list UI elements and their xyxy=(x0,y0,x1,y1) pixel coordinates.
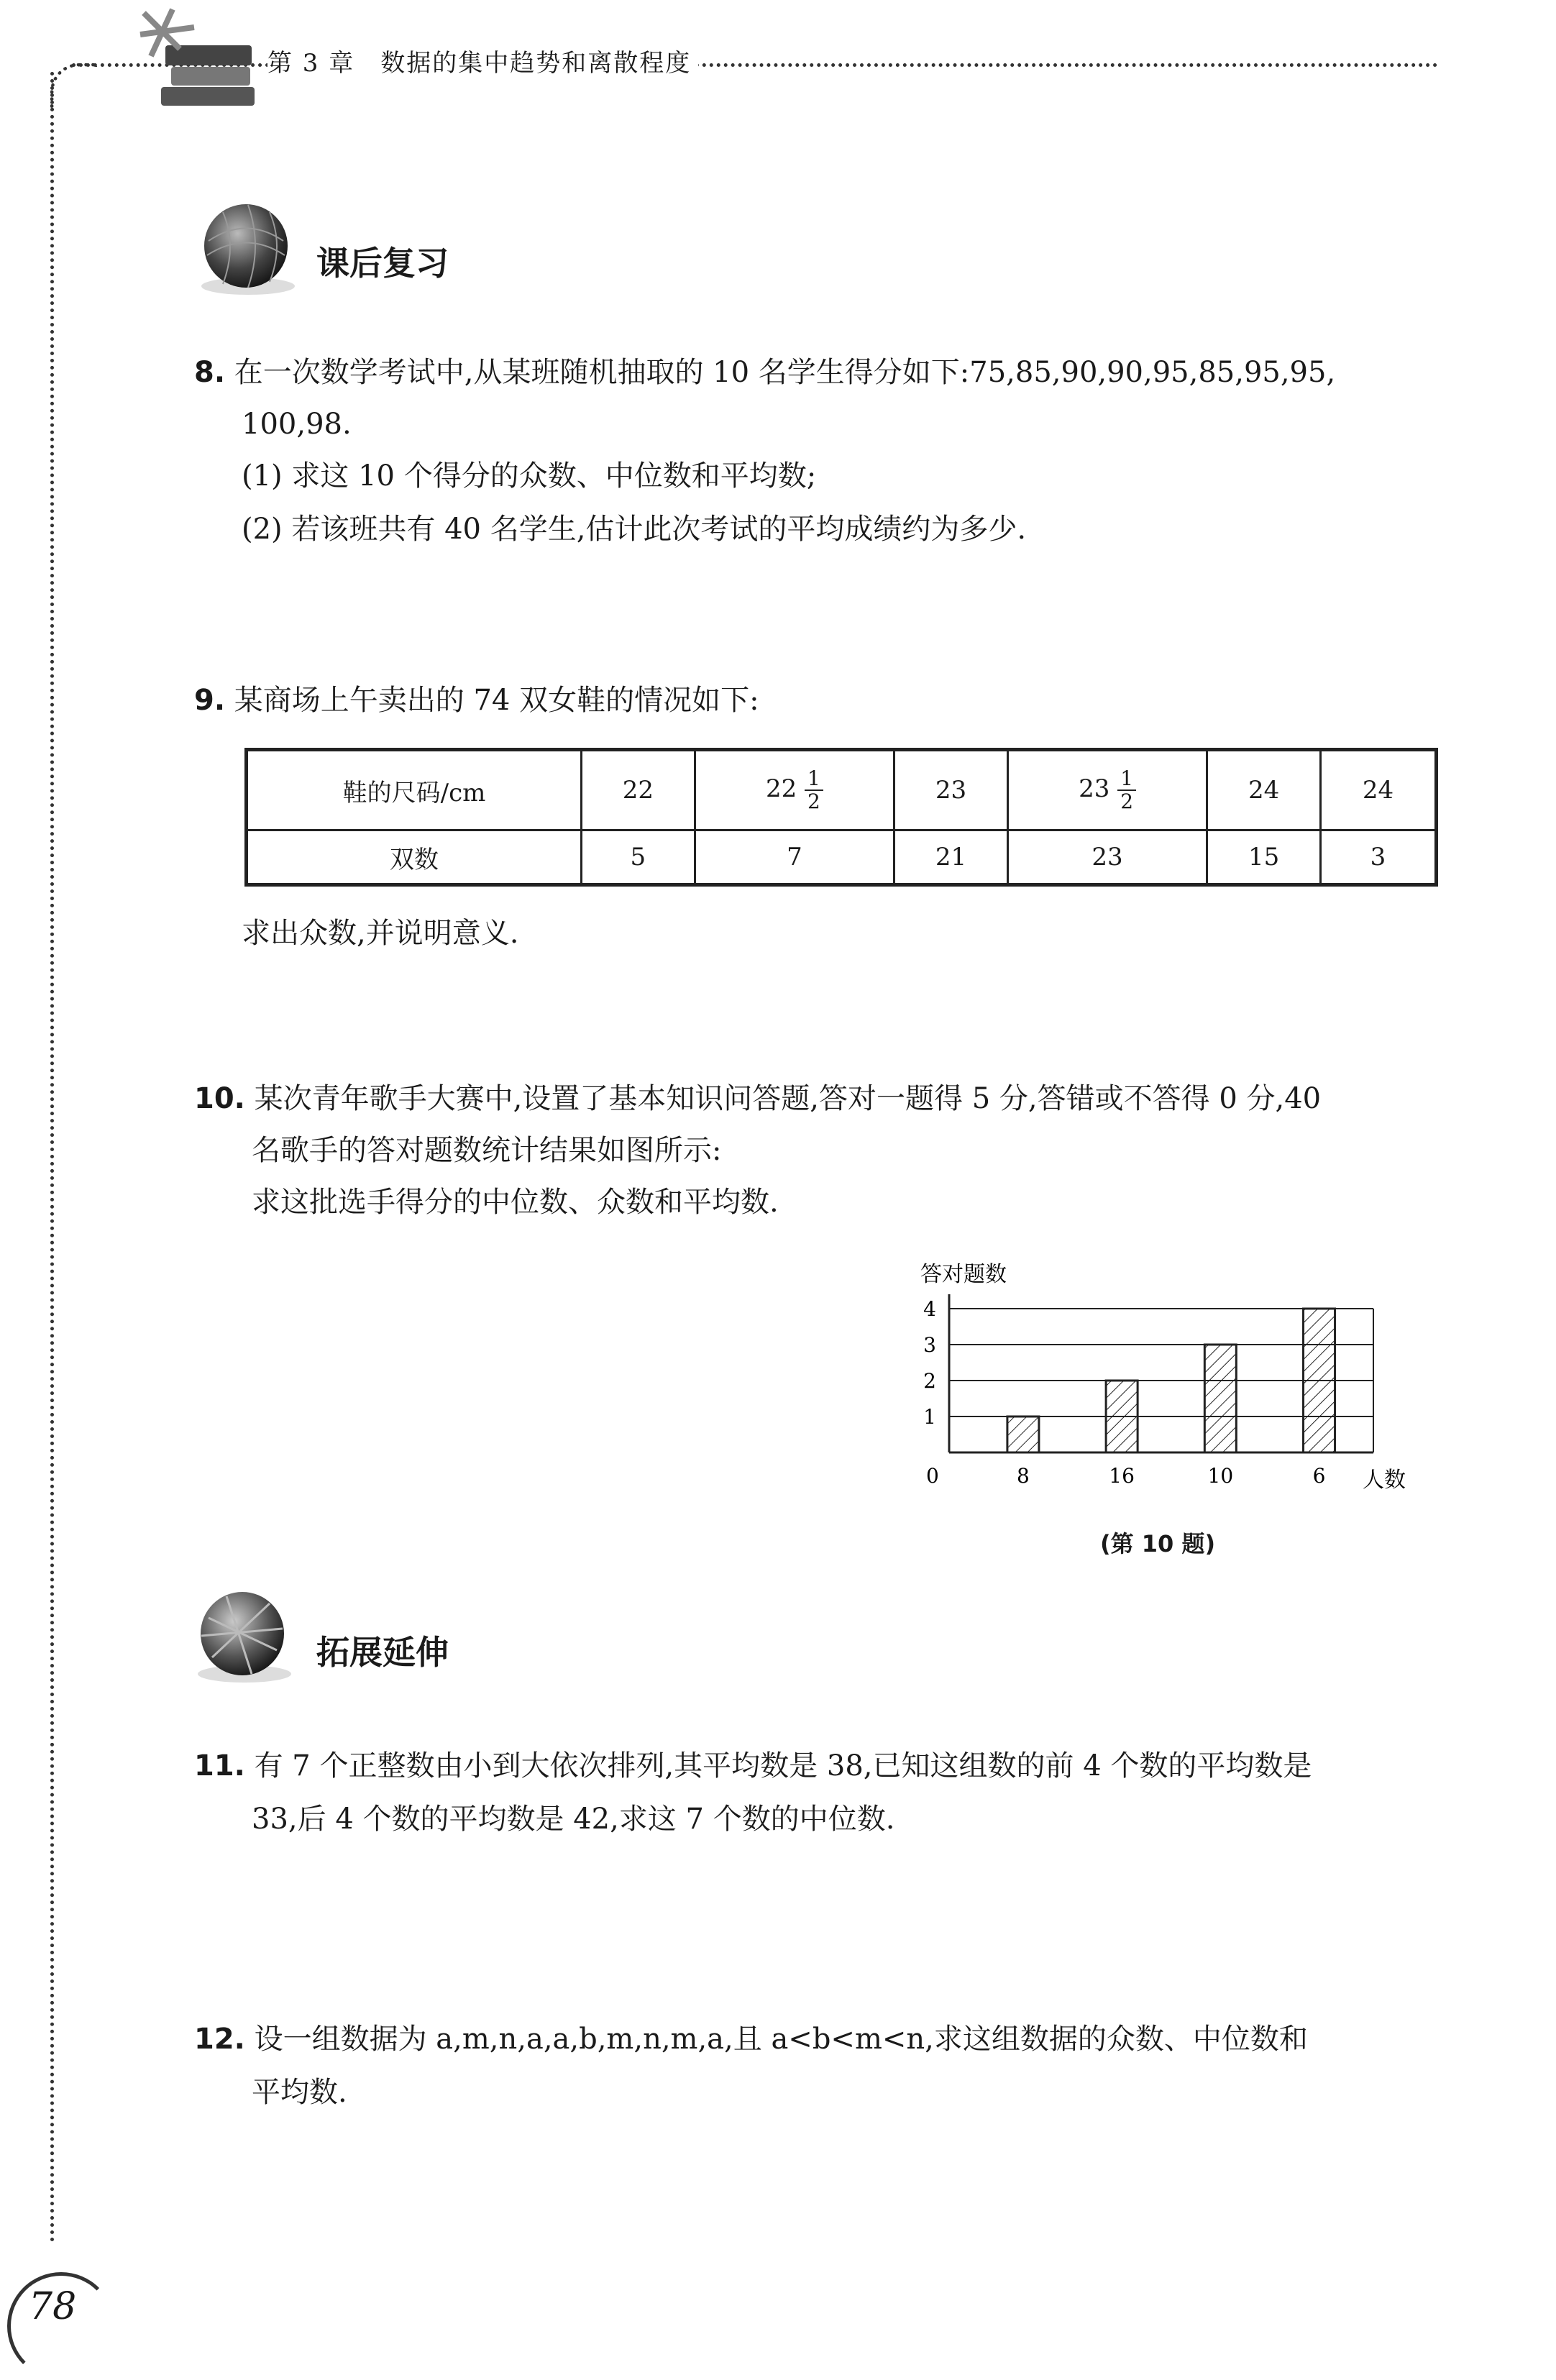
question-text: 设一组数据为 a,m,n,a,a,b,m,n,m,a,且 a<b<m<n,求这组数据的众数、中位数和 xyxy=(254,2023,1308,2056)
size-whole: 23 xyxy=(1079,774,1110,803)
page-number: 78 xyxy=(29,2285,77,2328)
fraction-denominator: 2 xyxy=(807,789,820,813)
question-11-line2: 33,后 4 个数的平均数是 42,求这 7 个数的中位数. xyxy=(252,1803,895,1836)
fraction-denominator: 2 xyxy=(1120,789,1134,813)
books-logo-icon xyxy=(129,6,266,114)
question-10 xyxy=(194,1073,1460,1125)
globe-icon xyxy=(191,1589,298,1690)
fraction xyxy=(1117,768,1136,813)
table-cell xyxy=(1007,750,1207,830)
shoe-size-table xyxy=(244,748,1438,887)
globe-icon xyxy=(194,201,302,302)
origin-label: 0 xyxy=(926,1464,939,1488)
x-tick-label: 10 xyxy=(1207,1464,1234,1488)
question-9 xyxy=(194,674,1460,726)
bar xyxy=(1204,1345,1236,1452)
fraction-numerator: 1 xyxy=(1117,768,1136,791)
table-cell: 21 xyxy=(894,830,1008,885)
table-cell: 5 xyxy=(582,830,695,885)
y-tick-label: 3 xyxy=(923,1333,936,1357)
question-10-line2: 名歌手的答对题数统计结果如图所示: xyxy=(252,1134,722,1167)
question-12 xyxy=(194,2013,1460,2065)
table-header-cell: 双数 xyxy=(247,830,582,885)
x-axis-label: 人数 xyxy=(1363,1468,1406,1493)
question-9-after: 求出众数,并说明意义. xyxy=(242,917,519,950)
fraction xyxy=(805,768,823,813)
question-8-line2: 100,98. xyxy=(242,408,352,441)
question-number: 9. xyxy=(194,684,226,717)
question-text: 某商场上午卖出的 74 双女鞋的情况如下: xyxy=(234,684,759,717)
page-frame-corner xyxy=(50,63,97,110)
bar xyxy=(1106,1381,1138,1452)
x-tick-label: 8 xyxy=(1016,1464,1030,1488)
table-row xyxy=(247,830,1437,885)
question-number: 11. xyxy=(194,1749,245,1782)
table-header-cell: 鞋的尺码/cm xyxy=(247,750,582,830)
y-tick-label: 4 xyxy=(923,1297,936,1321)
left-dotted-margin xyxy=(50,72,54,2243)
table-cell: 15 xyxy=(1207,830,1321,885)
size-whole: 22 xyxy=(765,774,797,803)
x-tick-label: 6 xyxy=(1312,1464,1326,1488)
section-title-review: 课后复习 xyxy=(316,244,449,283)
bar-chart xyxy=(899,1251,1460,1510)
table-cell: 23 xyxy=(1007,830,1207,885)
x-tick-label: 16 xyxy=(1109,1464,1135,1488)
question-number: 8. xyxy=(194,356,226,389)
table-row xyxy=(247,750,1437,830)
table-cell: 7 xyxy=(695,830,894,885)
table-cell: 3 xyxy=(1320,830,1436,885)
table-cell xyxy=(695,750,894,830)
fraction-numerator: 1 xyxy=(805,768,823,791)
y-axis-label: 答对题数 xyxy=(920,1262,1007,1287)
question-number: 10. xyxy=(194,1082,245,1115)
question-number: 12. xyxy=(194,2023,245,2056)
table-cell: 22 xyxy=(582,750,695,830)
question-8 xyxy=(194,347,1460,398)
bar xyxy=(1007,1416,1039,1452)
table-cell: 24 xyxy=(1207,750,1321,830)
question-10-line3: 求这批选手得分的中位数、众数和平均数. xyxy=(252,1186,779,1219)
question-text: 有 7 个正整数由小到大依次排列,其平均数是 38,已知这组数的前 4 个数的平均数是 xyxy=(254,1749,1312,1782)
question-text: 在一次数学考试中,从某班随机抽取的 10 名学生得分如下:75,85,90,90,95,85,95,95, xyxy=(234,356,1336,389)
table-cell: 24 xyxy=(1320,750,1436,830)
question-11 xyxy=(194,1740,1460,1792)
y-tick-label: 2 xyxy=(923,1369,936,1393)
question-8-sub1: (1) 求这 10 个得分的众数、中位数和平均数; xyxy=(242,459,817,493)
question-text: 某次青年歌手大赛中,设置了基本知识问答题,答对一题得 5 分,答错或不答得 0 分,40 xyxy=(254,1082,1322,1115)
chapter-header: 第 3 章 数据的集中趋势和离散程度 xyxy=(267,43,698,78)
y-tick-label: 1 xyxy=(923,1405,936,1429)
question-8-sub2: (2) 若该班共有 40 名学生,估计此次考试的平均成绩约为多少. xyxy=(242,513,1027,546)
figure-caption: (第 10 题) xyxy=(1100,1530,1216,1557)
bar xyxy=(1304,1309,1335,1452)
table-cell: 23 xyxy=(894,750,1008,830)
question-12-line2: 平均数. xyxy=(252,2076,347,2109)
section-title-extension: 拓展延伸 xyxy=(316,1633,449,1672)
